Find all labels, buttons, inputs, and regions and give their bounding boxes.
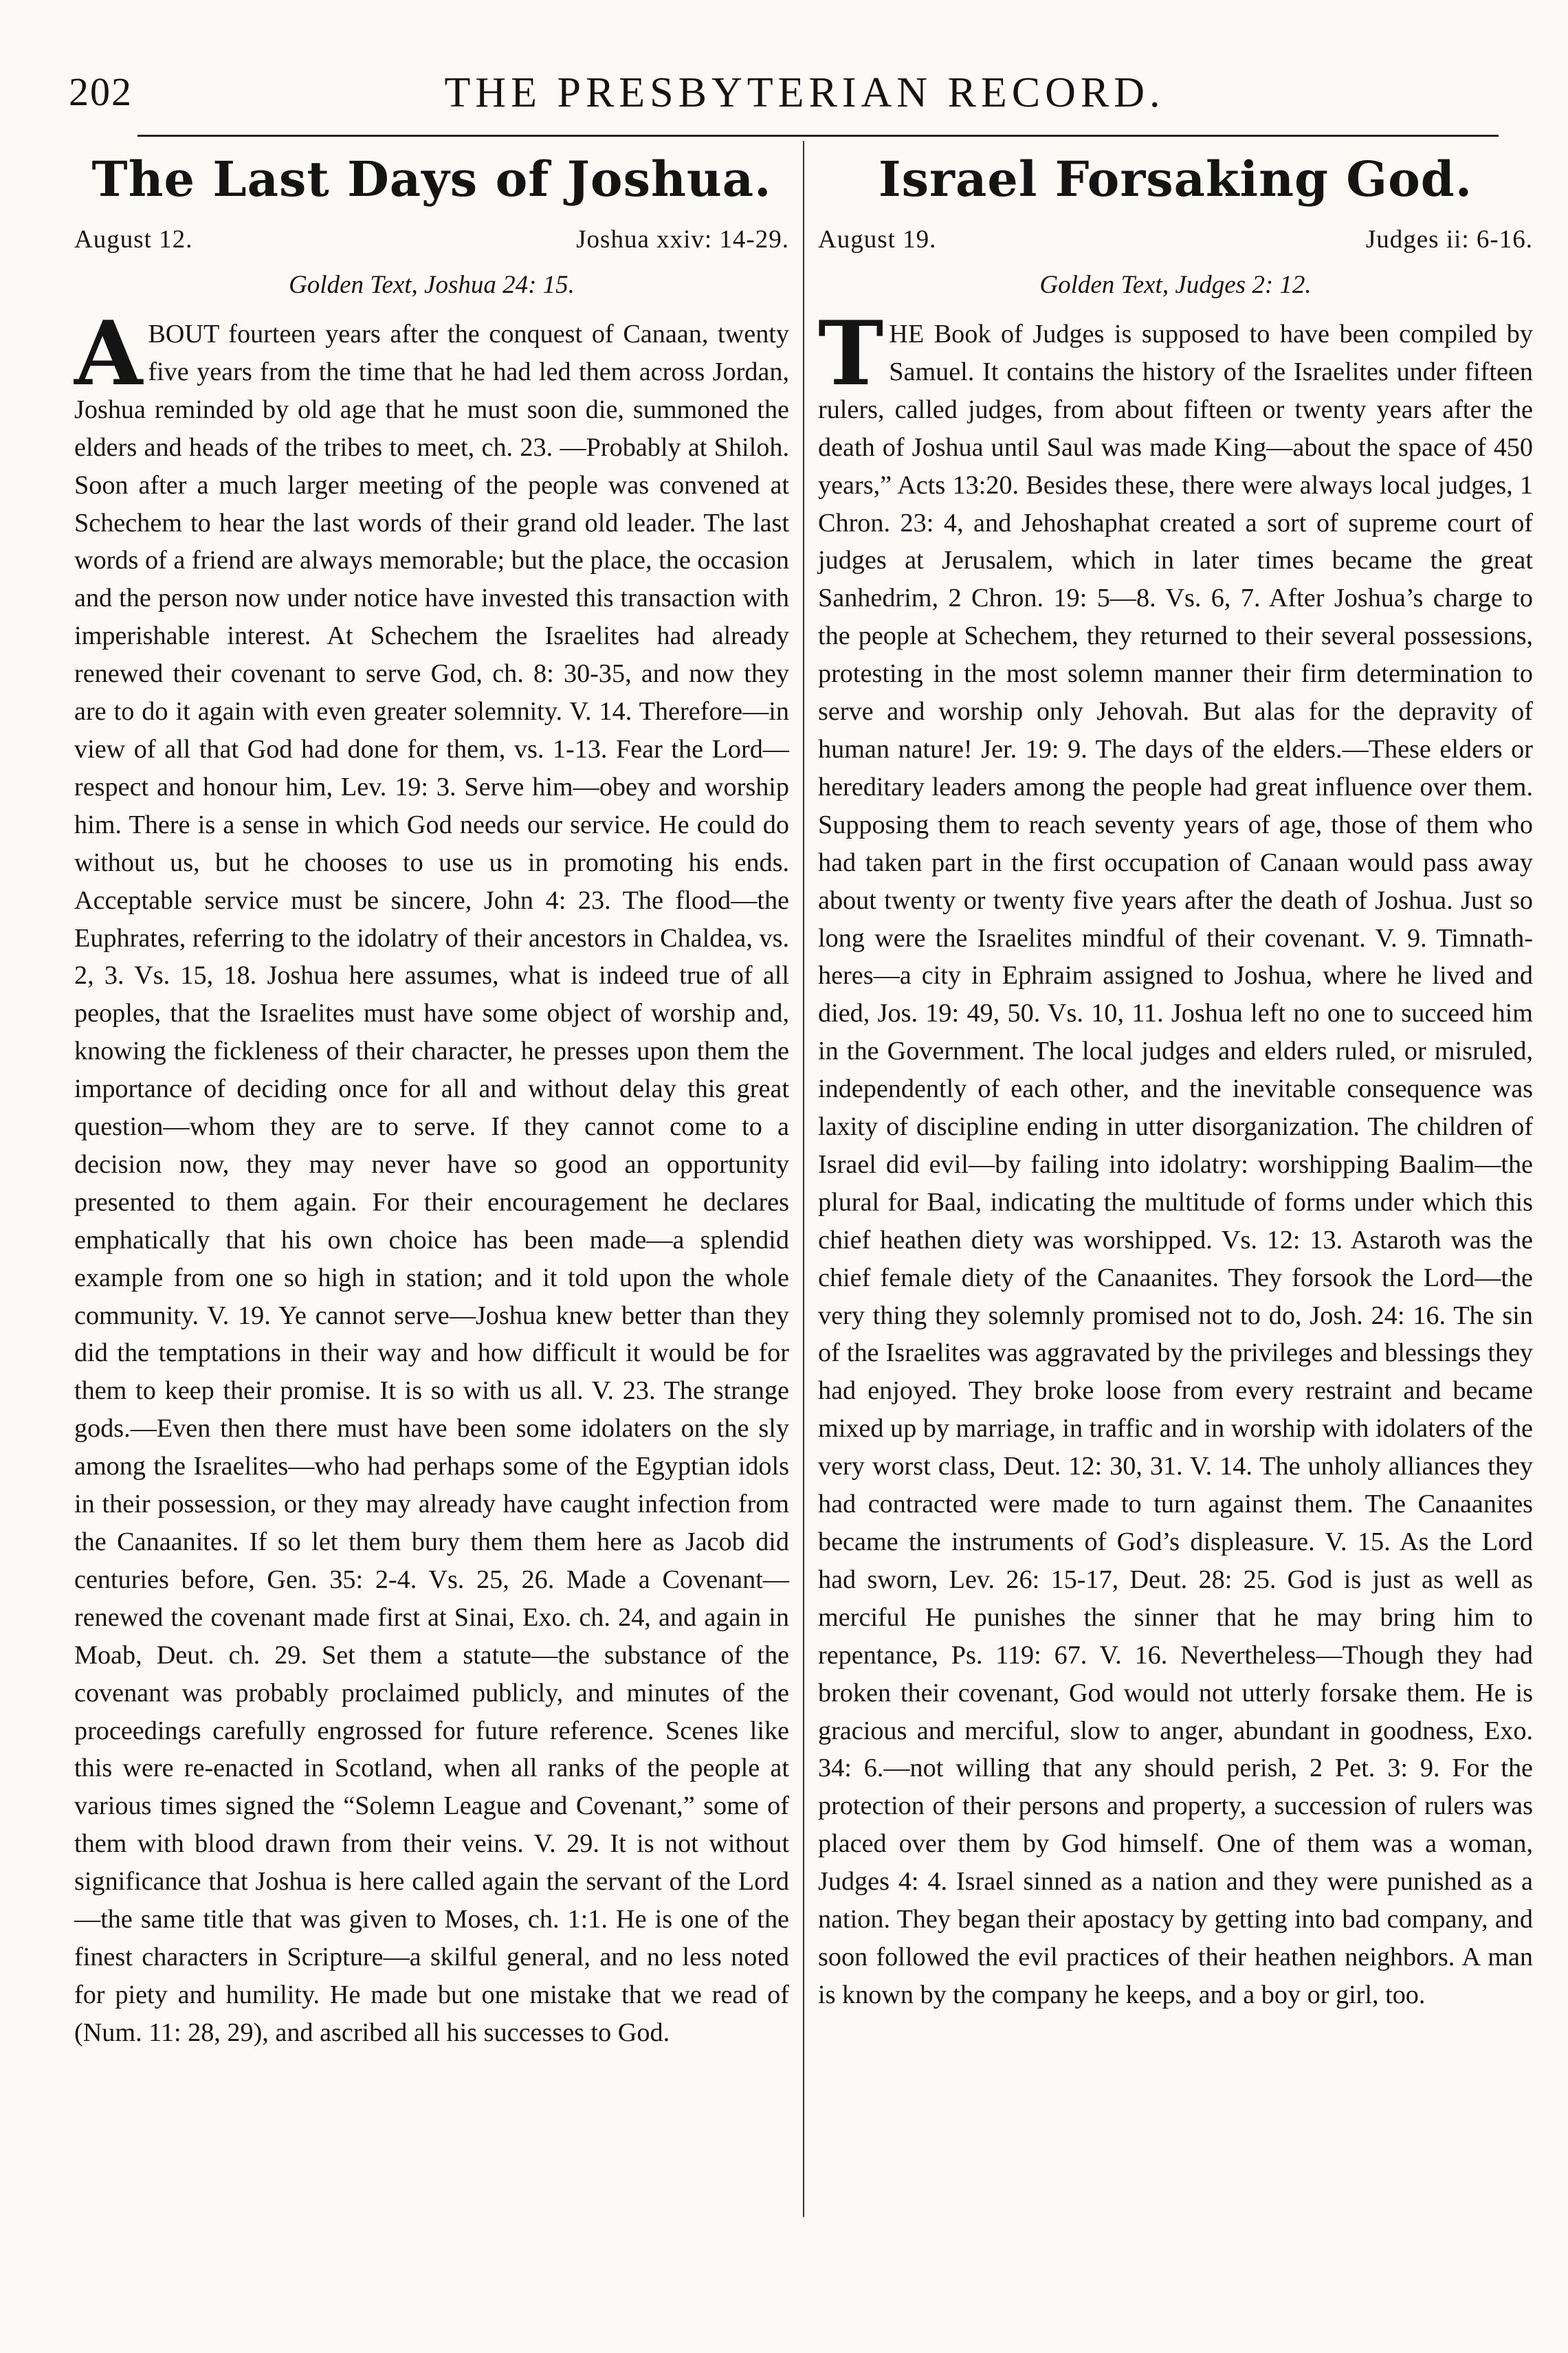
- lesson-title: Israel Forsaking God.: [878, 151, 1473, 208]
- lesson-reference: Judges ii: 6-16.: [1365, 225, 1533, 254]
- lesson-reference: Joshua xxiv: 14-29.: [576, 225, 789, 254]
- lesson-body: [74, 302, 789, 2052]
- page-number: 202: [69, 69, 133, 114]
- journal-title: THE PRESBYTERIAN RECORD.: [444, 69, 1165, 116]
- lesson-body: [818, 302, 1533, 2014]
- lesson-body-text: BOUT fourteen years after the conquest of Canaan, twenty five years from the time that he had led them across Jordan, Joshua reminded by old age that he must soon die, summoned the elders and heads of the tribes to meet, ch. 23. —Probably at Shiloh. Soon after a much larger meeting of the people was convened at Schechem to hear the last words of their grand old leader. The last words of a friend are always memorable; but the place, the occasion and the person now under notice have invested this transaction with imperishable interest. At Schechem the Israelites had already renewed their covenant to serve God, ch. 8: 30-35, and now they are to do it again with even greater solemnity. V. 14. Therefore—in view of all that God had done for them, vs. 1-13. Fear the Lord—respect and honour him, Lev. 19: 3. Serve him—obey and worship him. There is a sense in which God needs our service. He could do without us, but he chooses to use us in promoting his ends. Acceptable service must be sincere, John 4: 23. The flood—the Euphrates, referring to the idolatry of their ancestors in Chaldea, vs. 2, 3. Vs. 15, 18. Joshua here assumes, what is indeed true of all peoples, that the Israelites must have some object of worship and, knowing the fickleness of their character, he presses upon them the importance of deciding once for all and without delay this great question—whom they are to serve. If they cannot come to a decision now, they may never have so good an opportunity presented to them again. For their encouragement he declares emphatically that his own choice has been made—a splendid example from one so high in station; and it told upon the whole community. V. 19. Ye cannot serve—Joshua knew better than they did the temptations in their way and how difficult it would be for them to keep their promise. It is so with us all. V. 23. The strange gods.—Even then there must have been some idolaters on the sly among the Israelites—who had perhaps some of the Egyptian idols in their possession, or they may already have caught infection from the Canaanites. If so let them bury them them here as Jacob did centuries before, Gen. 35: 2-4. Vs. 25, 26. Made a Covenant—renewed the covenant made first at Sinai, Exo. ch. 24, and again in Moab, Deut. ch. 29. Set them a statute—the substance of the covenant was probably proclaimed publicly, and minutes of the proceedings carefully engrossed for future reference. Scenes like this were re-enacted in Scotland, when all ranks of the people at various times signed the “Solemn League and Covenant,” some of them with blood drawn from their veins. V. 29. It is not without significance that Joshua is here called again the servant of the Lord—the same title that was given to Moses, ch. 1:1. He is one of the finest characters in Scripture—a skilful general, and no less noted for piety and humility. He made but one mistake that we read of (Num. 11: 28, 29), and ascribed all his successes to God.: [74, 320, 789, 2047]
- lesson-column-right: [818, 148, 1533, 2014]
- column-divider: [803, 141, 804, 2217]
- lesson-body-text: HE Book of Judges is supposed to have been compiled by Samuel. It contains the history of the Israelites under fifteen rulers, called judges, from about fifteen or twenty years after the death of Joshua until Saul was made King—about the space of 450 years,” Acts 13:20. Besides these, there were always local judges, 1 Chron. 23: 4, and Jehoshaphat created a sort of supreme court of judges at Jerusalem, which in later times became the great Sanhedrim, 2 Chron. 19: 5—8. Vs. 6, 7. After Joshua’s charge to the people at Schechem, they returned to their several possessions, protesting in the most solemn manner their firm determination to serve and worship only Jehovah. But alas for the depravity of human nature! Jer. 19: 9. The days of the elders.—These elders or hereditary leaders among the people had great influence over them. Supposing them to reach seventy years of age, those of them who had taken part in the first occupation of Canaan would pass away about twenty or twenty five years after the death of Joshua. Just so long were the Israelites mindful of their covenant. V. 9. Timnath-heres—a city in Ephraim assigned to Joshua, where he lived and died, Jos. 19: 49, 50. Vs. 10, 11. Joshua left no one to succeed him in the Government. The local judges and elders ruled, or misruled, independently of each other, and the inevitable consequence was laxity of discipline ending in utter disorganization. The children of Israel did evil—by failing into idolatry: worshipping Baalim—the plural for Baal, indicating the multitude of forms under which this chief heathen diety was worshipped. Vs. 12: 13. Astaroth was the chief female diety of the Canaanites. They forsook the Lord—the very thing they solemnly promised not to do, Josh. 24: 16. The sin of the Israelites was aggravated by the privileges and blessings they had enjoyed. They broke loose from every restraint and became mixed up by marriage, in traffic and in worship with idolaters of the very worst class, Deut. 12: 30, 31. V. 14. The unholy alliances they had contracted were made to turn against them. The Canaanites became the instruments of God’s displeasure. V. 15. As the Lord had sworn, Lev. 26: 15-17, Deut. 28: 25. God is just as well as merciful He punishes the sinner that he may bring him to repentance, Ps. 119: 67. V. 16. Nevertheless—Though they had broken their covenant, God would not utterly forsake them. He is gracious and merciful, slow to anger, abundant in goodness, Exo. 34: 6.—not willing that any should perish, 2 Pet. 3: 9. For the protection of their persons and property, a succession of rulers was placed over them by God himself. One of them was a woman, Judges 4: 4. Israel sinned as a nation and they were punished as a nation. They began their apostacy by getting into bad company, and soon followed the evil practices of their heathen neighbors. A man is known by the company he keeps, and a boy or girl, too.: [818, 320, 1533, 2009]
- drop-cap: A: [74, 302, 143, 406]
- header-rule: [137, 135, 1499, 137]
- lesson-column-left: [74, 148, 789, 2052]
- lesson-date: August 19.: [818, 225, 937, 254]
- golden-text: Golden Text, Judges 2: 12.: [1039, 271, 1312, 299]
- lesson-meta: [74, 222, 789, 258]
- drop-cap: T: [818, 302, 884, 406]
- lesson-date: August 12.: [74, 225, 193, 254]
- lesson-meta: [818, 222, 1533, 258]
- running-head: [69, 69, 1499, 124]
- golden-text: Golden Text, Joshua 24: 15.: [289, 271, 575, 299]
- lesson-title: The Last Days of Joshua.: [91, 151, 772, 208]
